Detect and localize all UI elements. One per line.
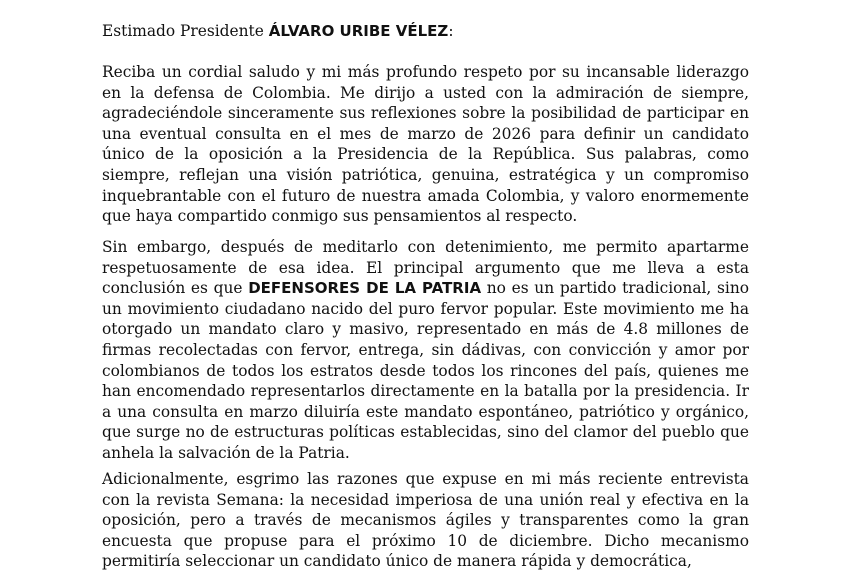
paragraph-2-end: no es un partido tradicional, sino un movimiento ciudadano nacido del puro fervor popular. Este movimiento me ha otorgado un mandato claro y masivo, representado en más de 4.8 millones de firmas recolectadas con fervor, entrega, sin dádivas, con convicción y amor por colombianos de todos los estratos desde todos los rincones del país, quienes me han encomendado representarlos directamente en la batalla por la presidencia. Ir a una consulta en marzo diluiría este mandato espontáneo, patriótico y orgánico, que surge no de estructuras políticas establecidas, sino del clamor del pueblo que anhela la salvación de la Patria. xyxy=(102,279,750,462)
movement-name: DEFENSORES DE LA PATRIA xyxy=(248,279,482,298)
salutation-suffix: : xyxy=(448,22,454,40)
paragraph-2-start: Sin embargo, después de meditarlo con detenimiento, me permito apartarme respetuosamente de esa idea. El principal argumento que me lleva a esta conclusión es que xyxy=(102,238,749,298)
recipient-name: ÁLVARO URIBE VÉLEZ xyxy=(268,22,449,40)
salutation xyxy=(102,21,752,42)
paragraph-3: Adicionalmente, esgrimo las razones que expuse en mi más reciente entrevista con la revista Semana: la necesidad imperiosa de una unión real y efectiva en la oposición, pero a través de mecanismos ágiles y transparentes como la gran encuesta que propuse para el próximo 10 de diciembre. Dicho mecanismo permitiría seleccionar un candidato único de manera rápida y democrática, xyxy=(102,470,749,571)
paragraph-1: Reciba un cordial saludo y mi más profundo respeto por su incansable liderazgo en la defensa de Colombia. Me dirijo a usted con la admiración de siempre, agradeciéndole sinceramente sus reflexiones sobre la posibilidad de participar en una eventual consulta en el mes de marzo de 2026 para definir un candidato único de la oposición a la Presidencia de la República. Sus palabras, como siempre, reflejan una visión patriótica, genuina, estratégica y un compromiso inquebrantable con el futuro de nuestra amada Colombia, y valoro enormemente que haya compartido conmigo sus pensamientos al respecto. xyxy=(102,63,749,226)
salutation-prefix: Estimado Presidente xyxy=(102,22,269,40)
paragraph-2 xyxy=(102,237,749,464)
